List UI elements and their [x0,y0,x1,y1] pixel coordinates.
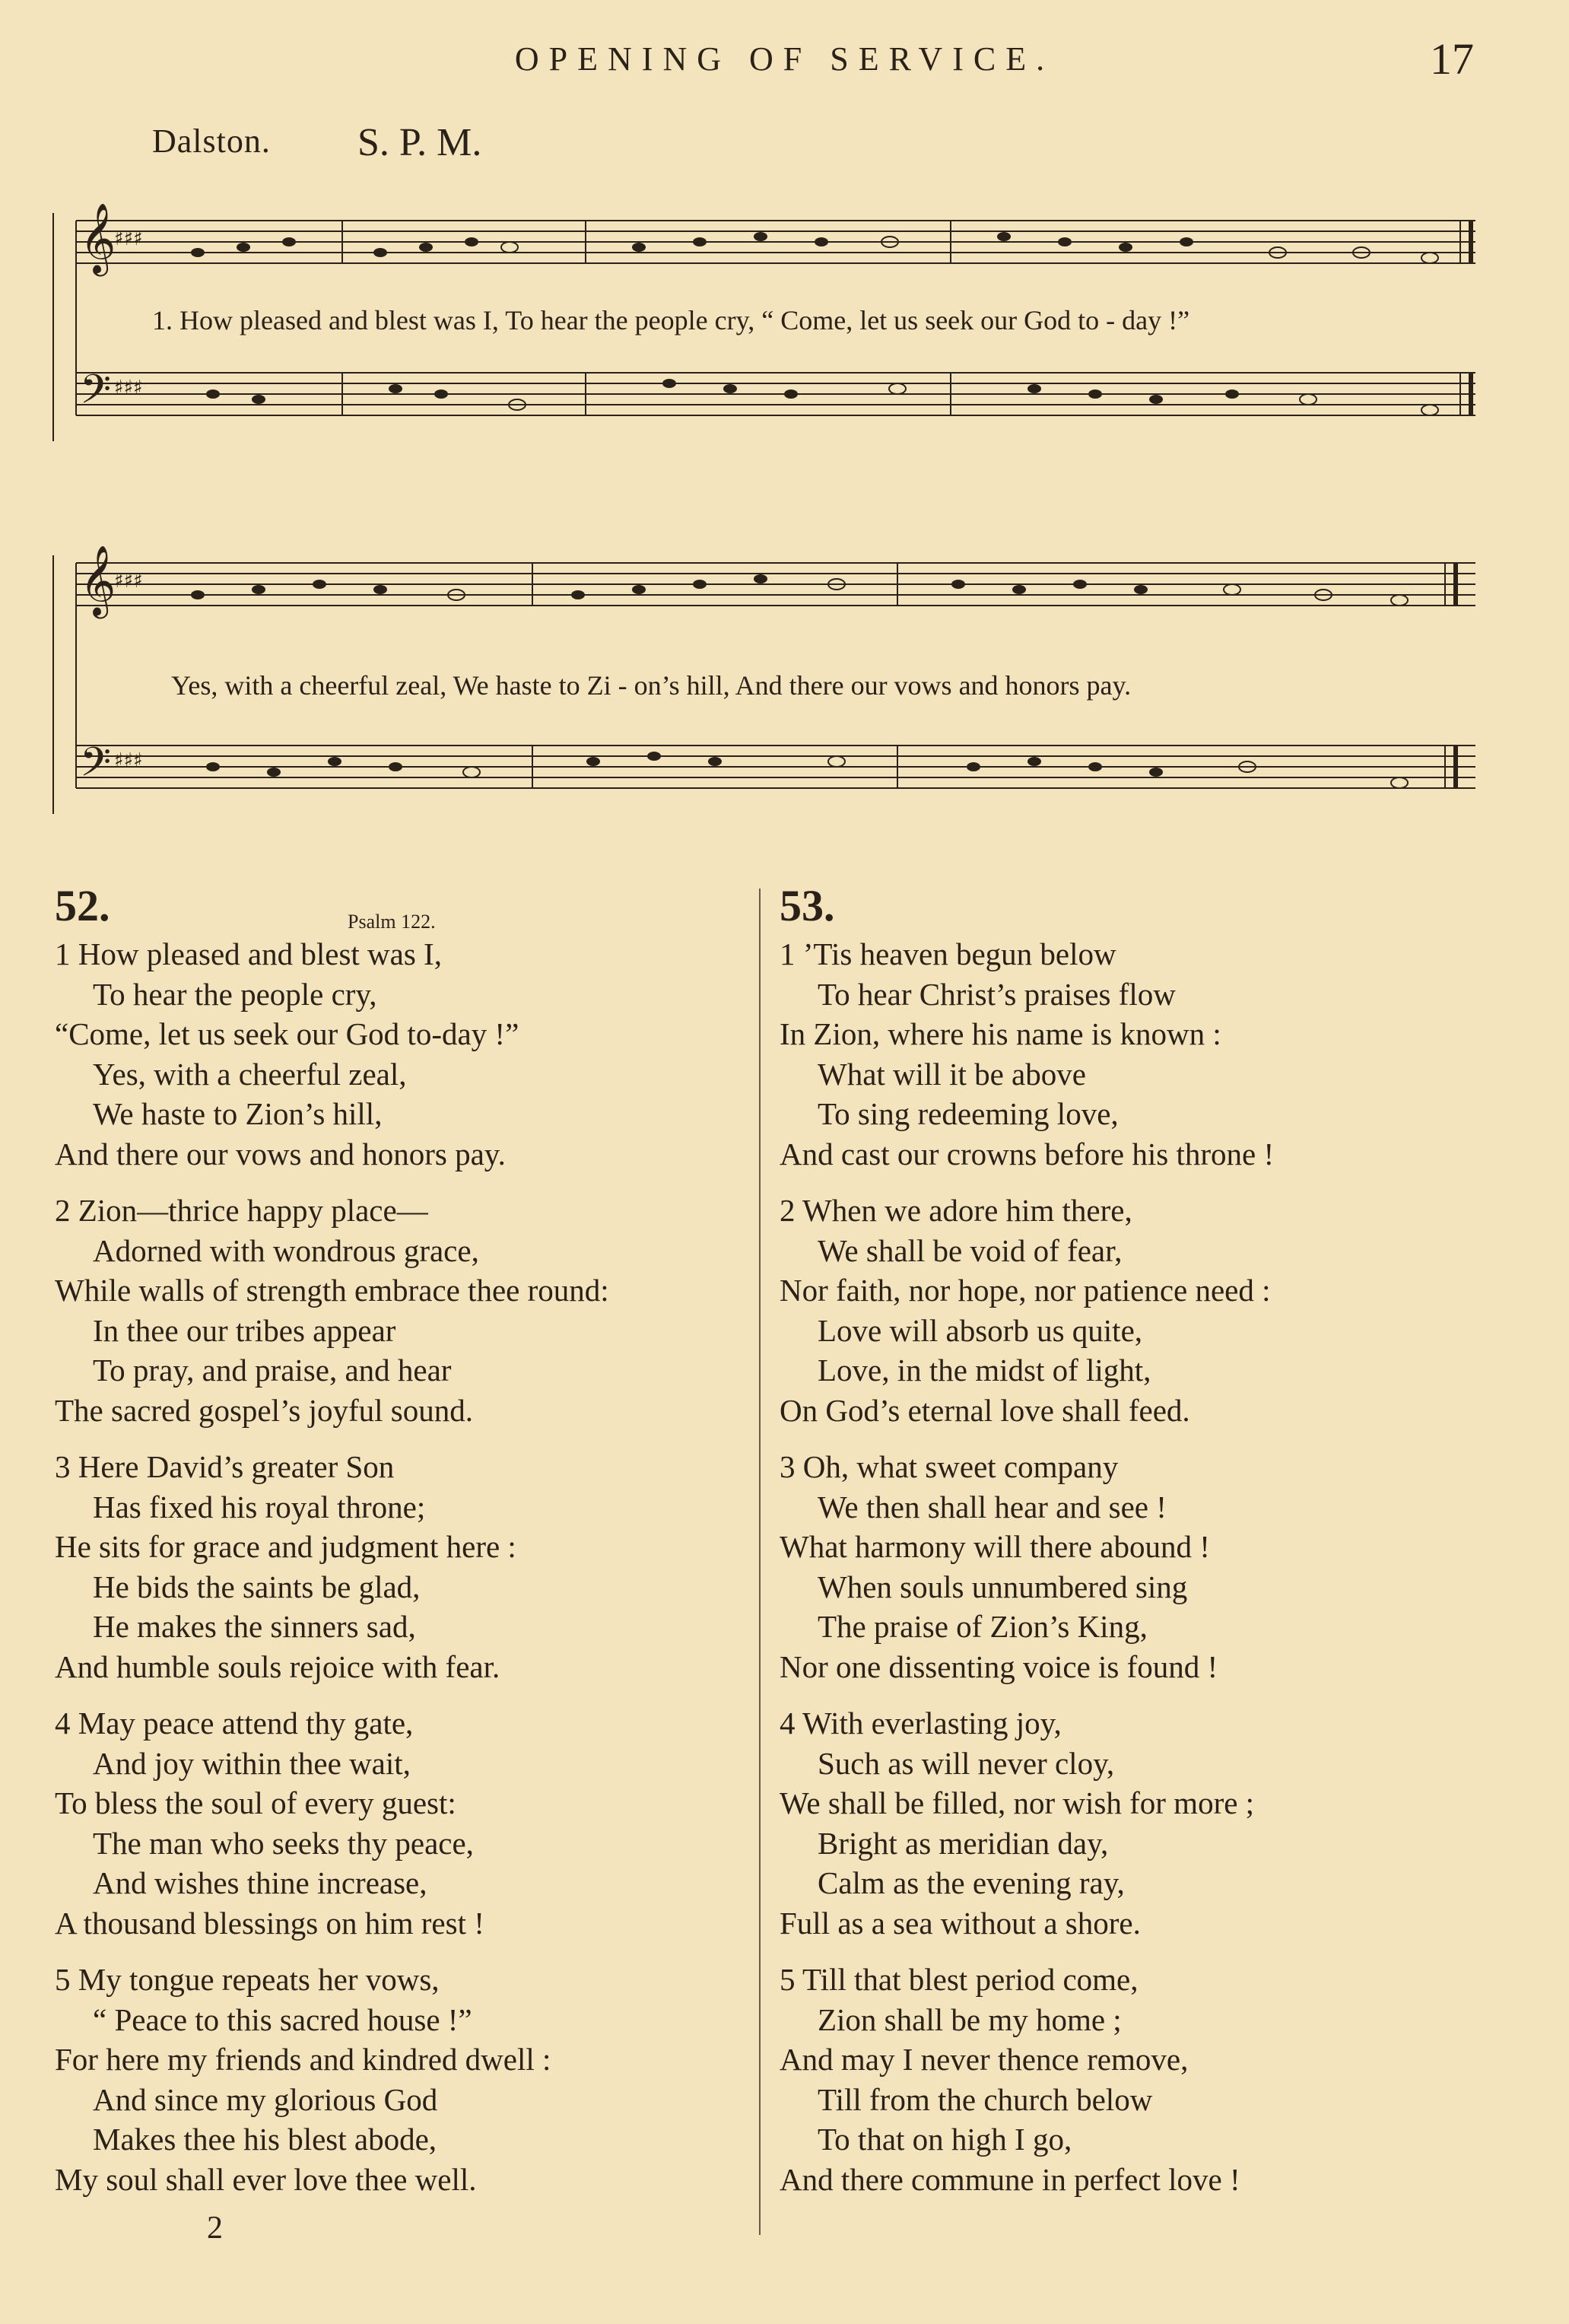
verse-line: We haste to Zion’s hill, [93,1096,383,1131]
verse-line: 3 Oh, what sweet company [780,1449,1119,1484]
verse-line: To hear Christ’s praises flow [818,976,1176,1012]
hymn-subtitle: Psalm 122. [348,911,436,933]
hymn-53-stanzas [780,934,1540,2199]
verse-line: And there commune in perfect love ! [780,2161,1240,2197]
stanza [55,1447,747,1687]
tune-meter: S. P. M. [357,121,482,164]
verse-line: Till from the church below [818,2081,1153,2117]
verse-line: “Come, let us seek our God to-day !” [55,1016,519,1051]
hymn-52 [55,882,747,2216]
verse-line: Such as will never cloy, [818,1745,1115,1781]
verse-line: 4 With everlasting joy, [780,1706,1062,1741]
svg-text:♯♯♯: ♯♯♯ [114,377,143,399]
verse-line: And cast our crowns before his throne ! [780,1136,1275,1172]
stanza [780,1191,1540,1430]
stanza [55,1191,747,1430]
verse-line: The man who seeks thy peace, [93,1825,474,1861]
stanza [780,1447,1540,1687]
hymn-53 [780,882,1540,2216]
tune-name: Dalston. [152,122,271,160]
svg-text:♯♯♯: ♯♯♯ [114,749,143,772]
verse-line: 4 May peace attend thy gate, [55,1706,414,1741]
stanza [55,934,747,1174]
verse-line: To sing redeeming love, [818,1096,1119,1131]
verse-line: 2 When we adore him there, [780,1193,1132,1228]
verse-line: Yes, with a cheerful zeal, [93,1056,407,1092]
svg-text:𝄞: 𝄞 [80,202,116,273]
hymn-number: 52. [55,881,110,930]
svg-text:𝄢: 𝄢 [80,739,112,796]
verse-line: And there our vows and honors pay. [55,1136,506,1172]
verse-line: We shall be filled, nor wish for more ; [780,1785,1255,1820]
verse-line: Zion shall be my home ; [818,2001,1122,2037]
verse-line: The sacred gospel’s joyful sound. [55,1392,473,1428]
verse-line: Love will absorb us quite, [818,1312,1143,1348]
running-header: OPENING OF SERVICE. [514,40,1055,78]
page-number: 17 [1430,34,1474,84]
verse-line: To pray, and praise, and hear [93,1353,452,1388]
verse-line: Nor one dissenting voice is found ! [780,1648,1218,1684]
music-lyric-line-1: 1. How pleased and blest was I, To hear the people cry, “ Come, let us seek our God to - day !” [152,305,1190,335]
verse-line: In thee our tribes appear [93,1312,396,1348]
verse-line: To hear the people cry, [93,976,377,1012]
music-lyric-line-2: Yes, with a cheerful zeal, We haste to Zi - on’s hill, And there our vows and honors pay. [171,670,1132,701]
verse-line: 1 ’Tis heaven begun below [780,936,1116,971]
verse-line: Nor faith, nor hope, nor patience need : [780,1273,1271,1308]
verse-line: He bids the saints be glad, [93,1569,421,1604]
verse-line: Love, in the midst of light, [818,1353,1151,1388]
verse-line: 1 How pleased and blest was I, [55,936,442,971]
verse-line: And joy within thee wait, [93,1745,411,1781]
verse-line: To bless the soul of every guest: [55,1785,456,1820]
stanza [55,1960,747,2199]
verse-line: The praise of Zion’s King, [818,1609,1148,1644]
verse-line: And may I never thence remove, [780,2042,1189,2077]
verse-line: 2 Zion—thrice happy place— [55,1193,428,1228]
stanza [780,1960,1540,2199]
verse-line: Full as a sea without a shore. [780,1905,1141,1941]
verse-line: When souls unnumbered sing [818,1569,1188,1604]
verse-line: Adorned with wondrous grace, [93,1232,479,1268]
svg-text:𝄢: 𝄢 [80,367,112,423]
stanza [780,934,1540,1174]
verse-line: And humble souls rejoice with fear. [55,1648,500,1684]
verse-line: A thousand blessings on him rest ! [55,1905,484,1941]
svg-text:𝄞: 𝄞 [80,545,116,615]
verse-line: What will it be above [818,1056,1086,1092]
verse-line: In Zion, where his name is known : [780,1016,1221,1051]
hymn-number: 53. [780,881,835,930]
stanza [55,1703,747,1943]
verse-line: 5 My tongue repeats her vows, [55,1962,440,1997]
verse-line: My soul shall ever love thee well. [55,2161,477,2197]
verse-line: 3 Here David’s greater Son [55,1449,395,1484]
signature-mark: 2 [207,2211,223,2246]
column-divider [759,889,761,2235]
verse-line: He makes the sinners sad, [93,1609,416,1644]
verse-line: Makes thee his blest abode, [93,2122,437,2157]
verse-line: 5 Till that blest period come, [780,1962,1139,1997]
verse-line: “ Peace to this sacred house !” [93,2001,472,2037]
verse-line: He sits for grace and judgment here : [55,1529,516,1564]
verse-line: For here my friends and kindred dwell : [55,2042,551,2077]
verse-line: We then shall hear and see ! [818,1489,1167,1524]
verse-line: Calm as the evening ray, [818,1865,1125,1900]
verse-line: We shall be void of fear, [818,1232,1123,1268]
hymn-52-stanzas [55,934,747,2199]
verse-line: To that on high I go, [818,2122,1072,2157]
verse-line: And since my glorious God [93,2081,438,2117]
svg-text:♯♯♯: ♯♯♯ [114,570,143,593]
verse-line: Has fixed his royal throne; [93,1489,426,1524]
verse-line: On God’s eternal love shall feed. [780,1392,1190,1428]
verse-line: And wishes thine increase, [93,1865,427,1900]
svg-text:♯♯♯: ♯♯♯ [114,227,143,250]
verse-line: What harmony will there abound ! [780,1529,1210,1564]
verse-line: Bright as meridian day, [818,1825,1109,1861]
verse-line: While walls of strength embrace thee round: [55,1273,609,1308]
stanza [780,1703,1540,1943]
